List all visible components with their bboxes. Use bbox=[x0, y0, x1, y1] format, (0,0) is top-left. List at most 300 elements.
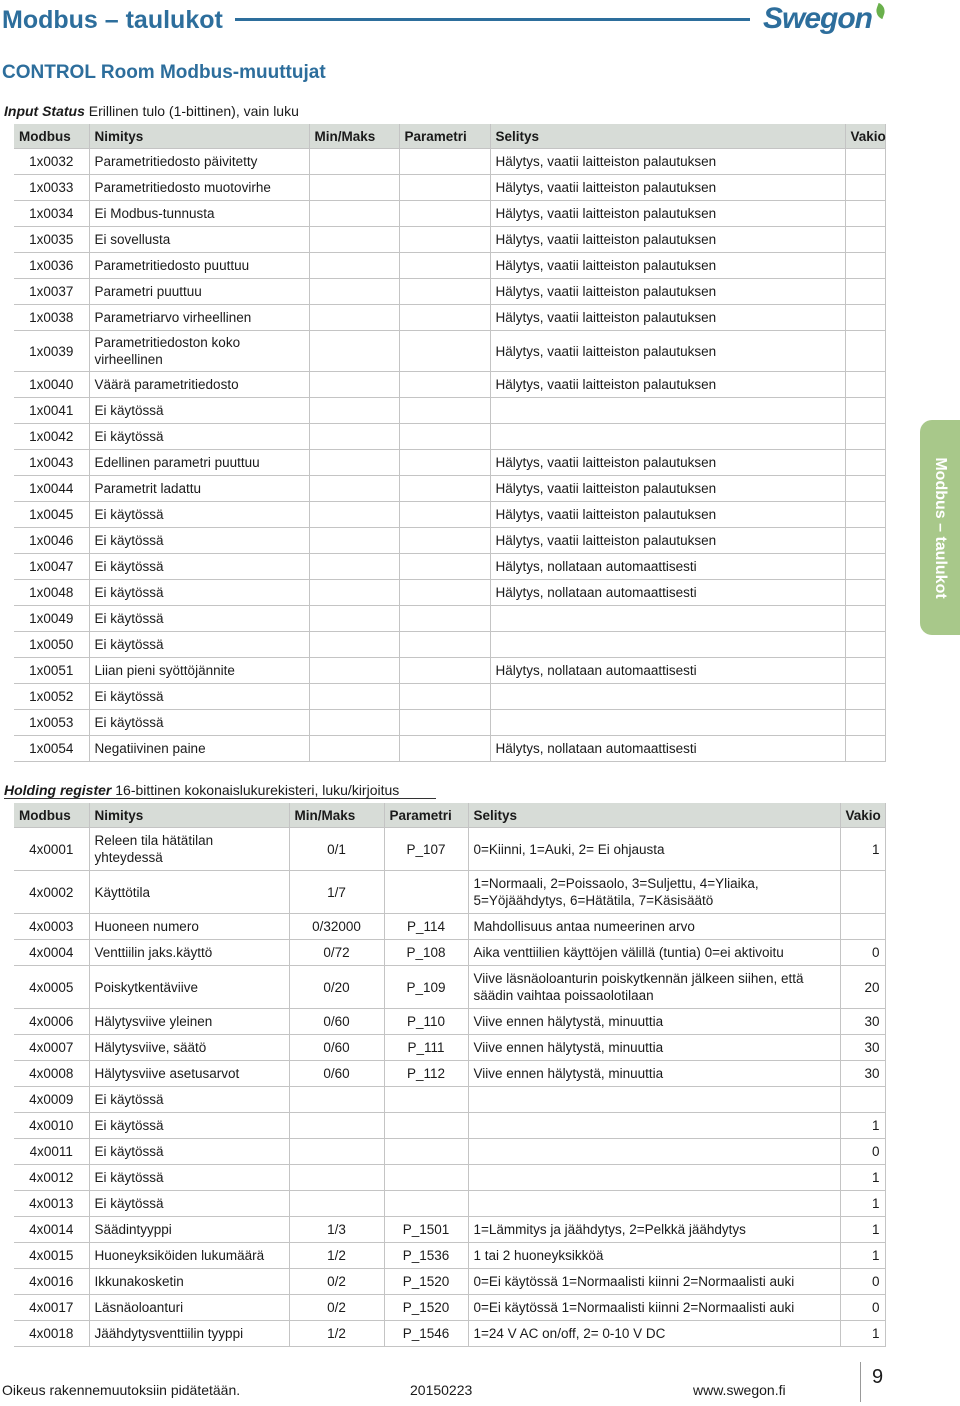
cell-nimitys: Parametritiedoston koko virheellinen bbox=[89, 331, 309, 372]
cell-selitys: Hälytys, nollataan automaattisesti bbox=[490, 580, 845, 606]
cell-parametri bbox=[399, 580, 490, 606]
column-header-vakio: Vakio bbox=[840, 803, 885, 828]
cell-nimitys: Hälytysviive yleinen bbox=[89, 1009, 289, 1035]
cell-vakio bbox=[845, 632, 885, 658]
cell-selitys: Viive ennen hälytystä, minuuttia bbox=[468, 1061, 840, 1087]
input-status-heading-bold: Input Status bbox=[4, 103, 85, 119]
cell-minmaks bbox=[309, 528, 399, 554]
column-header-nimitys: Nimitys bbox=[89, 124, 309, 149]
cell-selitys: 0=Ei käytössä 1=Normaalisti kiinni 2=Normaalisti auki bbox=[468, 1295, 840, 1321]
cell-vakio bbox=[845, 227, 885, 253]
table-row bbox=[14, 1269, 885, 1295]
cell-modbus: 4x0014 bbox=[14, 1217, 89, 1243]
cell-vakio: 20 bbox=[840, 966, 885, 1009]
table-row bbox=[14, 710, 885, 736]
column-header-selitys: Selitys bbox=[490, 124, 845, 149]
side-tab-label: Modbus – taulukot bbox=[932, 456, 949, 599]
cell-selitys: Hälytys, nollataan automaattisesti bbox=[490, 554, 845, 580]
cell-selitys: 1 tai 2 huoneyksikköä bbox=[468, 1243, 840, 1269]
cell-minmaks bbox=[309, 175, 399, 201]
section-title: CONTROL Room Modbus-muuttujat bbox=[2, 62, 326, 83]
cell-selitys bbox=[490, 606, 845, 632]
cell-selitys bbox=[468, 1113, 840, 1139]
table-row bbox=[14, 940, 885, 966]
cell-minmaks: 0/32000 bbox=[289, 914, 384, 940]
table-row bbox=[14, 331, 885, 372]
cell-vakio bbox=[845, 580, 885, 606]
cell-parametri bbox=[399, 201, 490, 227]
cell-nimitys: Huoneyksiköiden lukumäärä bbox=[89, 1243, 289, 1269]
cell-parametri: P_109 bbox=[384, 966, 468, 1009]
cell-vakio bbox=[845, 372, 885, 398]
cell-selitys bbox=[468, 1139, 840, 1165]
cell-modbus: 1x0045 bbox=[14, 502, 89, 528]
header-rule bbox=[235, 18, 750, 21]
page-header bbox=[0, 0, 960, 44]
cell-selitys bbox=[490, 710, 845, 736]
column-header-nimitys: Nimitys bbox=[89, 803, 289, 828]
table-row bbox=[14, 476, 885, 502]
cell-parametri bbox=[399, 502, 490, 528]
table-row bbox=[14, 227, 885, 253]
table-row bbox=[14, 1035, 885, 1061]
cell-selitys: Hälytys, vaatii laitteiston palautuksen bbox=[490, 253, 845, 279]
cell-nimitys: Ei käytössä bbox=[89, 554, 309, 580]
cell-vakio bbox=[845, 554, 885, 580]
cell-selitys bbox=[468, 1191, 840, 1217]
page-number: 9 bbox=[872, 1366, 884, 1388]
cell-minmaks: 0/72 bbox=[289, 940, 384, 966]
cell-vakio: 1 bbox=[840, 1165, 885, 1191]
cell-parametri bbox=[399, 175, 490, 201]
cell-selitys: Hälytys, nollataan automaattisesti bbox=[490, 658, 845, 684]
cell-parametri bbox=[399, 736, 490, 762]
cell-vakio bbox=[845, 201, 885, 227]
column-header-vakio: Vakio bbox=[845, 124, 885, 149]
table-row bbox=[14, 1113, 885, 1139]
cell-nimitys: Parametritiedosto puuttuu bbox=[89, 253, 309, 279]
cell-vakio bbox=[845, 175, 885, 201]
table-row bbox=[14, 871, 885, 914]
column-header-minmaks: Min/Maks bbox=[289, 803, 384, 828]
cell-parametri bbox=[384, 871, 468, 914]
table-row bbox=[14, 175, 885, 201]
cell-parametri bbox=[399, 450, 490, 476]
cell-minmaks bbox=[309, 450, 399, 476]
cell-selitys bbox=[468, 1087, 840, 1113]
cell-nimitys: Ei käytössä bbox=[89, 398, 309, 424]
cell-selitys: Hälytys, vaatii laitteiston palautuksen bbox=[490, 450, 845, 476]
cell-nimitys: Väärä parametritiedosto bbox=[89, 372, 309, 398]
cell-modbus: 1x0050 bbox=[14, 632, 89, 658]
cell-minmaks bbox=[289, 1165, 384, 1191]
table-row bbox=[14, 201, 885, 227]
cell-modbus: 1x0036 bbox=[14, 253, 89, 279]
cell-modbus: 1x0046 bbox=[14, 528, 89, 554]
cell-modbus: 1x0040 bbox=[14, 372, 89, 398]
side-tab bbox=[920, 420, 960, 635]
table-row bbox=[14, 554, 885, 580]
cell-minmaks bbox=[309, 424, 399, 450]
table-row bbox=[14, 658, 885, 684]
column-header-modbus: Modbus bbox=[14, 124, 89, 149]
cell-modbus: 4x0016 bbox=[14, 1269, 89, 1295]
cell-nimitys: Ei käytössä bbox=[89, 1139, 289, 1165]
column-header-minmaks: Min/Maks bbox=[309, 124, 399, 149]
cell-modbus: 4x0002 bbox=[14, 871, 89, 914]
table-row bbox=[14, 502, 885, 528]
cell-modbus: 4x0018 bbox=[14, 1321, 89, 1347]
cell-modbus: 1x0041 bbox=[14, 398, 89, 424]
cell-nimitys: Läsnäoloanturi bbox=[89, 1295, 289, 1321]
cell-selitys: Viive ennen hälytystä, minuuttia bbox=[468, 1035, 840, 1061]
cell-minmaks bbox=[289, 1191, 384, 1217]
cell-nimitys: Ei Modbus-tunnusta bbox=[89, 201, 309, 227]
cell-minmaks: 1/2 bbox=[289, 1243, 384, 1269]
page-title: Modbus – taulukot bbox=[2, 6, 223, 34]
cell-parametri bbox=[384, 1191, 468, 1217]
cell-modbus: 1x0047 bbox=[14, 554, 89, 580]
cell-selitys bbox=[490, 398, 845, 424]
table-row bbox=[14, 580, 885, 606]
cell-selitys: Hälytys, vaatii laitteiston palautuksen bbox=[490, 372, 845, 398]
cell-parametri bbox=[399, 528, 490, 554]
table-row bbox=[14, 424, 885, 450]
logo-leaf-icon bbox=[874, 3, 887, 19]
cell-selitys: Hälytys, vaatii laitteiston palautuksen bbox=[490, 149, 845, 175]
cell-vakio bbox=[845, 736, 885, 762]
cell-modbus: 1x0038 bbox=[14, 305, 89, 331]
cell-nimitys: Releen tila hätätilan yhteydessä bbox=[89, 828, 289, 871]
cell-nimitys: Ei käytössä bbox=[89, 684, 309, 710]
cell-minmaks bbox=[309, 710, 399, 736]
cell-nimitys: Jäähdytysventtiilin tyyppi bbox=[89, 1321, 289, 1347]
cell-vakio bbox=[845, 450, 885, 476]
table-row bbox=[14, 1243, 885, 1269]
cell-selitys: Viive ennen hälytystä, minuuttia bbox=[468, 1009, 840, 1035]
cell-vakio: 1 bbox=[840, 828, 885, 871]
cell-parametri: P_1501 bbox=[384, 1217, 468, 1243]
cell-modbus: 4x0004 bbox=[14, 940, 89, 966]
cell-minmaks: 1/7 bbox=[289, 871, 384, 914]
cell-parametri bbox=[399, 684, 490, 710]
cell-vakio: 1 bbox=[840, 1217, 885, 1243]
cell-vakio: 1 bbox=[840, 1113, 885, 1139]
cell-modbus: 1x0042 bbox=[14, 424, 89, 450]
cell-selitys bbox=[468, 1165, 840, 1191]
cell-selitys: Hälytys, vaatii laitteiston palautuksen bbox=[490, 331, 845, 372]
cell-selitys: Mahdollisuus antaa numeerinen arvo bbox=[468, 914, 840, 940]
cell-modbus: 4x0005 bbox=[14, 966, 89, 1009]
footer-disclaimer: Oikeus rakennemuutoksiin pidätetään. bbox=[2, 1382, 241, 1398]
cell-nimitys: Ikkunakosketin bbox=[89, 1269, 289, 1295]
cell-minmaks bbox=[309, 632, 399, 658]
cell-modbus: 4x0009 bbox=[14, 1087, 89, 1113]
cell-vakio bbox=[845, 253, 885, 279]
cell-parametri: P_107 bbox=[384, 828, 468, 871]
cell-vakio bbox=[840, 871, 885, 914]
cell-modbus: 1x0044 bbox=[14, 476, 89, 502]
table-row bbox=[14, 372, 885, 398]
cell-selitys bbox=[490, 632, 845, 658]
cell-modbus: 1x0049 bbox=[14, 606, 89, 632]
cell-minmaks bbox=[309, 279, 399, 305]
cell-modbus: 4x0008 bbox=[14, 1061, 89, 1087]
cell-parametri: P_1520 bbox=[384, 1295, 468, 1321]
cell-selitys: Hälytys, vaatii laitteiston palautuksen bbox=[490, 201, 845, 227]
cell-parametri: P_110 bbox=[384, 1009, 468, 1035]
cell-nimitys: Ei käytössä bbox=[89, 528, 309, 554]
cell-parametri: P_1536 bbox=[384, 1243, 468, 1269]
cell-minmaks: 0/2 bbox=[289, 1295, 384, 1321]
cell-minmaks bbox=[309, 253, 399, 279]
holding-register-heading-bold: Holding register bbox=[4, 782, 112, 798]
table-row bbox=[14, 632, 885, 658]
cell-vakio bbox=[845, 398, 885, 424]
cell-selitys: 0=Kiinni, 1=Auki, 2= Ei ohjausta bbox=[468, 828, 840, 871]
cell-minmaks bbox=[309, 502, 399, 528]
cell-selitys bbox=[490, 684, 845, 710]
cell-modbus: 4x0007 bbox=[14, 1035, 89, 1061]
cell-nimitys: Ei käytössä bbox=[89, 632, 309, 658]
cell-minmaks bbox=[309, 201, 399, 227]
cell-nimitys: Ei käytössä bbox=[89, 1113, 289, 1139]
cell-nimitys: Parametritiedosto päivitetty bbox=[89, 149, 309, 175]
cell-vakio: 1 bbox=[840, 1191, 885, 1217]
cell-minmaks bbox=[309, 305, 399, 331]
cell-minmaks bbox=[309, 331, 399, 372]
cell-minmaks: 0/20 bbox=[289, 966, 384, 1009]
cell-selitys: 1=24 V AC on/off, 2= 0-10 V DC bbox=[468, 1321, 840, 1347]
cell-vakio: 1 bbox=[840, 1243, 885, 1269]
cell-nimitys: Ei käytössä bbox=[89, 606, 309, 632]
holding-register-heading bbox=[4, 782, 399, 798]
page-number-divider bbox=[860, 1362, 861, 1402]
cell-minmaks bbox=[309, 606, 399, 632]
table-row bbox=[14, 305, 885, 331]
cell-modbus: 1x0034 bbox=[14, 201, 89, 227]
cell-modbus: 1x0033 bbox=[14, 175, 89, 201]
cell-modbus: 1x0039 bbox=[14, 331, 89, 372]
table-row bbox=[14, 1217, 885, 1243]
cell-parametri bbox=[399, 372, 490, 398]
cell-nimitys: Ei käytössä bbox=[89, 580, 309, 606]
cell-selitys: Hälytys, vaatii laitteiston palautuksen bbox=[490, 476, 845, 502]
cell-nimitys: Hälytysviive, säätö bbox=[89, 1035, 289, 1061]
cell-modbus: 1x0051 bbox=[14, 658, 89, 684]
cell-nimitys: Liian pieni syöttöjännite bbox=[89, 658, 309, 684]
cell-minmaks: 1/2 bbox=[289, 1321, 384, 1347]
column-header-parametri: Parametri bbox=[384, 803, 468, 828]
table-row bbox=[14, 828, 885, 871]
cell-selitys: Hälytys, vaatii laitteiston palautuksen bbox=[490, 528, 845, 554]
column-header-selitys: Selitys bbox=[468, 803, 840, 828]
table-row bbox=[14, 1009, 885, 1035]
cell-selitys bbox=[490, 424, 845, 450]
cell-minmaks bbox=[309, 554, 399, 580]
table-row bbox=[14, 1165, 885, 1191]
cell-vakio bbox=[845, 424, 885, 450]
cell-vakio: 0 bbox=[840, 940, 885, 966]
cell-minmaks bbox=[309, 736, 399, 762]
cell-minmaks bbox=[289, 1087, 384, 1113]
cell-nimitys: Ei käytössä bbox=[89, 424, 309, 450]
table-row bbox=[14, 914, 885, 940]
cell-parametri bbox=[384, 1139, 468, 1165]
footer-url: www.swegon.fi bbox=[693, 1382, 786, 1398]
table-row bbox=[14, 1061, 885, 1087]
table-row bbox=[14, 149, 885, 175]
cell-parametri bbox=[399, 253, 490, 279]
cell-parametri bbox=[399, 227, 490, 253]
table-row bbox=[14, 528, 885, 554]
cell-parametri: P_111 bbox=[384, 1035, 468, 1061]
cell-modbus: 4x0003 bbox=[14, 914, 89, 940]
cell-minmaks: 0/60 bbox=[289, 1035, 384, 1061]
cell-vakio bbox=[845, 305, 885, 331]
cell-minmaks bbox=[309, 476, 399, 502]
cell-vakio bbox=[845, 606, 885, 632]
table-row bbox=[14, 279, 885, 305]
cell-nimitys: Parametriarvo virheellinen bbox=[89, 305, 309, 331]
cell-parametri bbox=[399, 424, 490, 450]
cell-minmaks bbox=[309, 398, 399, 424]
cell-parametri: P_112 bbox=[384, 1061, 468, 1087]
cell-minmaks: 0/60 bbox=[289, 1009, 384, 1035]
cell-parametri: P_1520 bbox=[384, 1269, 468, 1295]
cell-parametri bbox=[399, 398, 490, 424]
cell-minmaks: 1/3 bbox=[289, 1217, 384, 1243]
cell-modbus: 4x0015 bbox=[14, 1243, 89, 1269]
cell-modbus: 4x0017 bbox=[14, 1295, 89, 1321]
cell-vakio: 30 bbox=[840, 1061, 885, 1087]
cell-vakio bbox=[845, 476, 885, 502]
cell-minmaks: 0/1 bbox=[289, 828, 384, 871]
holding-register-heading-rest: 16-bittinen kokonaislukurekisteri, luku/kirjoitus bbox=[111, 782, 400, 798]
cell-minmaks bbox=[309, 149, 399, 175]
table-row bbox=[14, 736, 885, 762]
cell-parametri: P_114 bbox=[384, 914, 468, 940]
cell-nimitys: Parametri puuttuu bbox=[89, 279, 309, 305]
cell-minmaks bbox=[309, 372, 399, 398]
cell-selitys: Hälytys, vaatii laitteiston palautuksen bbox=[490, 175, 845, 201]
cell-selitys: Hälytys, vaatii laitteiston palautuksen bbox=[490, 502, 845, 528]
cell-nimitys: Ei käytössä bbox=[89, 1087, 289, 1113]
cell-selitys: Hälytys, vaatii laitteiston palautuksen bbox=[490, 279, 845, 305]
input-status-table bbox=[14, 124, 886, 762]
cell-selitys: 1=Lämmitys ja jäähdytys, 2=Pelkkä jäähdytys bbox=[468, 1217, 840, 1243]
cell-modbus: 4x0012 bbox=[14, 1165, 89, 1191]
cell-minmaks: 0/2 bbox=[289, 1269, 384, 1295]
cell-modbus: 1x0052 bbox=[14, 684, 89, 710]
holding-register-table bbox=[14, 803, 886, 1347]
footer-date: 20150223 bbox=[410, 1382, 473, 1398]
heading-underline bbox=[4, 798, 436, 799]
cell-vakio: 0 bbox=[840, 1295, 885, 1321]
cell-nimitys: Ei sovellusta bbox=[89, 227, 309, 253]
cell-selitys: Viive läsnäoloanturin poiskytkennän jälkeen siihen, että säädin vaihtaa poissaolotilaan bbox=[468, 966, 840, 1009]
cell-vakio: 30 bbox=[840, 1035, 885, 1061]
cell-vakio: 0 bbox=[840, 1269, 885, 1295]
cell-minmaks bbox=[309, 227, 399, 253]
cell-modbus: 4x0011 bbox=[14, 1139, 89, 1165]
cell-nimitys: Negatiivinen paine bbox=[89, 736, 309, 762]
table-row bbox=[14, 606, 885, 632]
cell-modbus: 4x0010 bbox=[14, 1113, 89, 1139]
cell-parametri bbox=[399, 279, 490, 305]
cell-vakio bbox=[845, 710, 885, 736]
cell-parametri bbox=[384, 1165, 468, 1191]
cell-selitys: 0=Ei käytössä 1=Normaalisti kiinni 2=Normaalisti auki bbox=[468, 1269, 840, 1295]
cell-nimitys: Ei käytössä bbox=[89, 710, 309, 736]
cell-modbus: 1x0048 bbox=[14, 580, 89, 606]
table-row bbox=[14, 1295, 885, 1321]
cell-modbus: 4x0001 bbox=[14, 828, 89, 871]
cell-parametri: P_108 bbox=[384, 940, 468, 966]
cell-nimitys: Ei käytössä bbox=[89, 502, 309, 528]
cell-parametri bbox=[399, 476, 490, 502]
cell-vakio bbox=[845, 502, 885, 528]
table-header-row bbox=[14, 124, 885, 149]
table-header-row bbox=[14, 803, 885, 828]
cell-modbus: 1x0043 bbox=[14, 450, 89, 476]
cell-nimitys: Venttiilin jaks.käyttö bbox=[89, 940, 289, 966]
cell-minmaks: 0/60 bbox=[289, 1061, 384, 1087]
cell-nimitys: Parametritiedosto muotovirhe bbox=[89, 175, 309, 201]
cell-nimitys: Ei käytössä bbox=[89, 1191, 289, 1217]
cell-minmaks bbox=[309, 580, 399, 606]
swegon-logo: Swegon bbox=[763, 2, 873, 35]
cell-vakio: 30 bbox=[840, 1009, 885, 1035]
cell-vakio bbox=[840, 1087, 885, 1113]
cell-modbus: 1x0035 bbox=[14, 227, 89, 253]
cell-vakio: 1 bbox=[840, 1321, 885, 1347]
cell-nimitys: Ei käytössä bbox=[89, 1165, 289, 1191]
input-status-heading-rest: Erillinen tulo (1-bittinen), vain luku bbox=[84, 103, 299, 119]
cell-parametri bbox=[399, 632, 490, 658]
cell-selitys: 1=Normaali, 2=Poissaolo, 3=Suljettu, 4=Yliaika, 5=Yöjäähdytys, 6=Hätätila, 7=Käsisäätö bbox=[468, 871, 840, 914]
cell-parametri bbox=[384, 1087, 468, 1113]
cell-minmaks bbox=[289, 1139, 384, 1165]
table-row bbox=[14, 450, 885, 476]
cell-nimitys: Poiskytkentäviive bbox=[89, 966, 289, 1009]
cell-nimitys: Parametrit ladattu bbox=[89, 476, 309, 502]
cell-modbus: 4x0006 bbox=[14, 1009, 89, 1035]
table-row bbox=[14, 253, 885, 279]
cell-nimitys: Säädintyyppi bbox=[89, 1217, 289, 1243]
cell-minmaks bbox=[309, 658, 399, 684]
cell-modbus: 1x0032 bbox=[14, 149, 89, 175]
table-row bbox=[14, 1139, 885, 1165]
table-row bbox=[14, 1321, 885, 1347]
cell-parametri bbox=[399, 149, 490, 175]
cell-parametri bbox=[384, 1113, 468, 1139]
cell-modbus: 4x0013 bbox=[14, 1191, 89, 1217]
cell-selitys: Aika venttiilien käyttöjen välillä (tuntia) 0=ei aktivoitu bbox=[468, 940, 840, 966]
cell-selitys: Hälytys, vaatii laitteiston palautuksen bbox=[490, 305, 845, 331]
table-row bbox=[14, 1191, 885, 1217]
table-row bbox=[14, 966, 885, 1009]
cell-vakio bbox=[840, 914, 885, 940]
cell-minmaks bbox=[309, 684, 399, 710]
table-row bbox=[14, 1087, 885, 1113]
cell-minmaks bbox=[289, 1113, 384, 1139]
cell-parametri bbox=[399, 331, 490, 372]
cell-nimitys: Huoneen numero bbox=[89, 914, 289, 940]
cell-nimitys: Edellinen parametri puuttuu bbox=[89, 450, 309, 476]
cell-parametri bbox=[399, 554, 490, 580]
cell-modbus: 1x0053 bbox=[14, 710, 89, 736]
